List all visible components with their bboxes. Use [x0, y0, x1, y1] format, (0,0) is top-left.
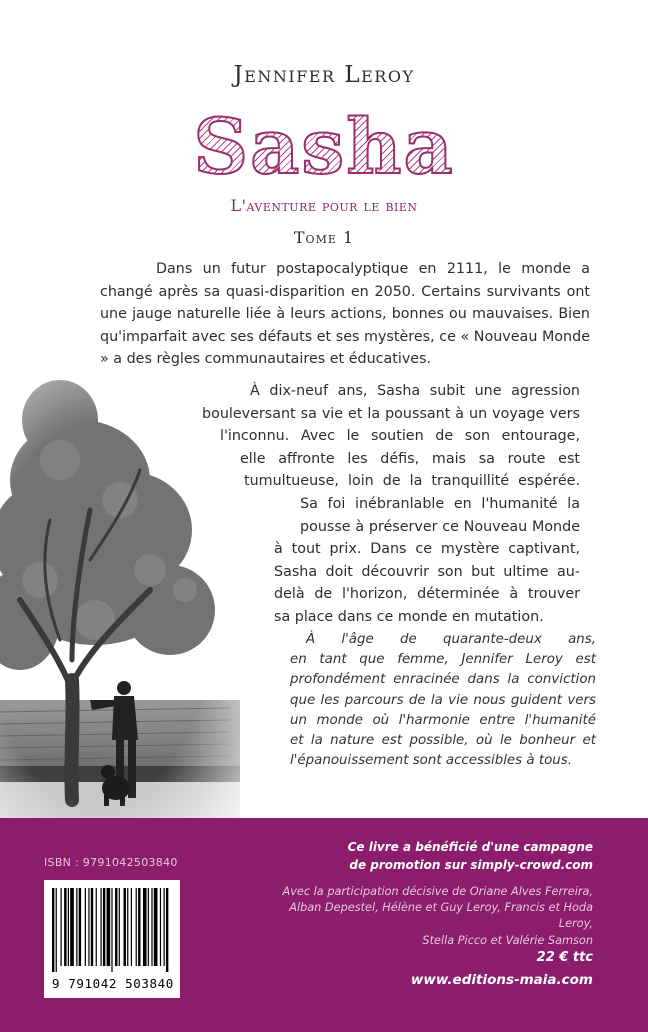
- barcode-digits: 9 791042 503840: [52, 976, 174, 991]
- barcode-bar: [107, 888, 111, 966]
- price: 22 € ttc: [536, 950, 593, 965]
- barcode-bar: [64, 888, 66, 966]
- barcode-bar: [124, 888, 126, 966]
- barcode-bar: [151, 888, 152, 966]
- synopsis-line: delà de l'horizon, déterminée à trouver: [274, 586, 580, 603]
- synopsis-line: Sasha doit découvrir son but ultime au-: [274, 563, 580, 580]
- barcode-bar: [88, 888, 89, 966]
- barcode-bar: [164, 888, 165, 966]
- barcode-bar: [103, 888, 105, 966]
- promo-line: Ce livre a bénéficié d'une campagne: [347, 840, 593, 854]
- synopsis-line: À dix-neuf ans, Sasha subit une agression: [250, 383, 580, 399]
- synopsis-line: sa place dans ce monde en mutation.: [274, 608, 544, 625]
- author-bio: [290, 630, 596, 771]
- synopsis-line: pousse à préserver ce Nouveau Monde: [300, 518, 580, 535]
- barcode-bar: [60, 888, 61, 966]
- bio-line: et la nature est possible, où le bonheur et: [290, 733, 596, 749]
- synopsis-paragraph-1: Dans un futur postapocalyptique en 2111, le monde a changé après sa quasi-disparition en 2050. Certains survivants ont une jauge naturelle liée à leurs actions, bonnes ou mauvaises. Bien qu'imparfait avec ses défauts et ses mystères, ce « Nouveau Monde » a des règles communautaires et éducatives.: [100, 261, 590, 368]
- promo-line: de promotion sur simply-crowd.com: [349, 858, 593, 872]
- barcode-bar: [136, 888, 137, 966]
- author-name: Jennifer Leroy: [233, 62, 415, 88]
- volume-label: Tome 1: [293, 228, 355, 247]
- book-title: Sasha: [193, 102, 455, 191]
- bio-line: que les parcours de la vie nous guident vers: [290, 692, 596, 708]
- isbn-label: ISBN : 9791042503840: [44, 856, 178, 869]
- barcode-bar: [96, 888, 97, 966]
- bio-line: À l'âge de quarante-deux ans,: [306, 632, 596, 647]
- thanks-line: Stella Picco et Valérie Samson: [422, 933, 593, 947]
- promo-text: [263, 838, 593, 874]
- bio-line: profondément enracinée dans la conviction: [290, 672, 596, 688]
- barcode-bar: [154, 888, 158, 966]
- barcode-bar: [148, 888, 149, 966]
- barcode-bar: [52, 888, 54, 972]
- barcode-bar: [111, 888, 112, 972]
- thanks-line: Avec la participation décisive de Oriane Alves Ferreira,: [282, 885, 593, 898]
- barcode-bar: [166, 888, 168, 972]
- barcode-bar: [85, 888, 86, 966]
- synopsis-line: tumultueuse, loin de la tranquillité espérée.: [244, 473, 580, 490]
- barcode-bar: [160, 888, 161, 966]
- bio-line: en tant que femme, Jennifer Leroy est: [290, 652, 596, 668]
- barcode-bar: [127, 888, 128, 966]
- barcode-bar: [138, 888, 140, 966]
- acknowledgements: [263, 884, 593, 949]
- barcode-bar: [119, 888, 120, 966]
- synopsis-line: elle affronte les défis, mais sa route est: [240, 450, 580, 467]
- barcode-bar: [68, 888, 69, 966]
- bio-line: l'épanouissement sont accessibles à tous.: [290, 753, 573, 769]
- barcode-bar: [131, 888, 132, 966]
- synopsis-line: l'inconnu. Avec le soutien de son entourage,: [220, 428, 580, 445]
- publisher-website: www.editions-maia.com: [410, 972, 593, 988]
- barcode-bar: [143, 888, 147, 966]
- bio-line: un monde où l'harmonie entre l'humanité: [290, 712, 596, 728]
- barcode-bar: [115, 888, 117, 966]
- synopsis-paragraph-2: [202, 380, 580, 629]
- barcode-bar: [91, 888, 93, 966]
- barcode-bar: [56, 888, 57, 972]
- synopsis-line: bouleversant sa vie et la poussant à un voyage vers: [202, 405, 580, 422]
- synopsis-line: à tout prix. Dans ce mystère captivant,: [274, 541, 580, 558]
- book-subtitle: L'aventure pour le bien: [230, 196, 418, 215]
- barcode-bar: [70, 888, 74, 966]
- thanks-line: Alban Depestel, Hélène et Guy Leroy, Francis et Hoda Leroy,: [289, 901, 593, 931]
- barcode: [44, 880, 180, 998]
- barcode-bar: [76, 888, 77, 966]
- barcode-bar: [100, 888, 101, 966]
- barcode-bar: [79, 888, 81, 966]
- barcode-bars: [52, 888, 172, 972]
- synopsis-line: Sa foi inébranlable en l'humanité la: [300, 495, 580, 512]
